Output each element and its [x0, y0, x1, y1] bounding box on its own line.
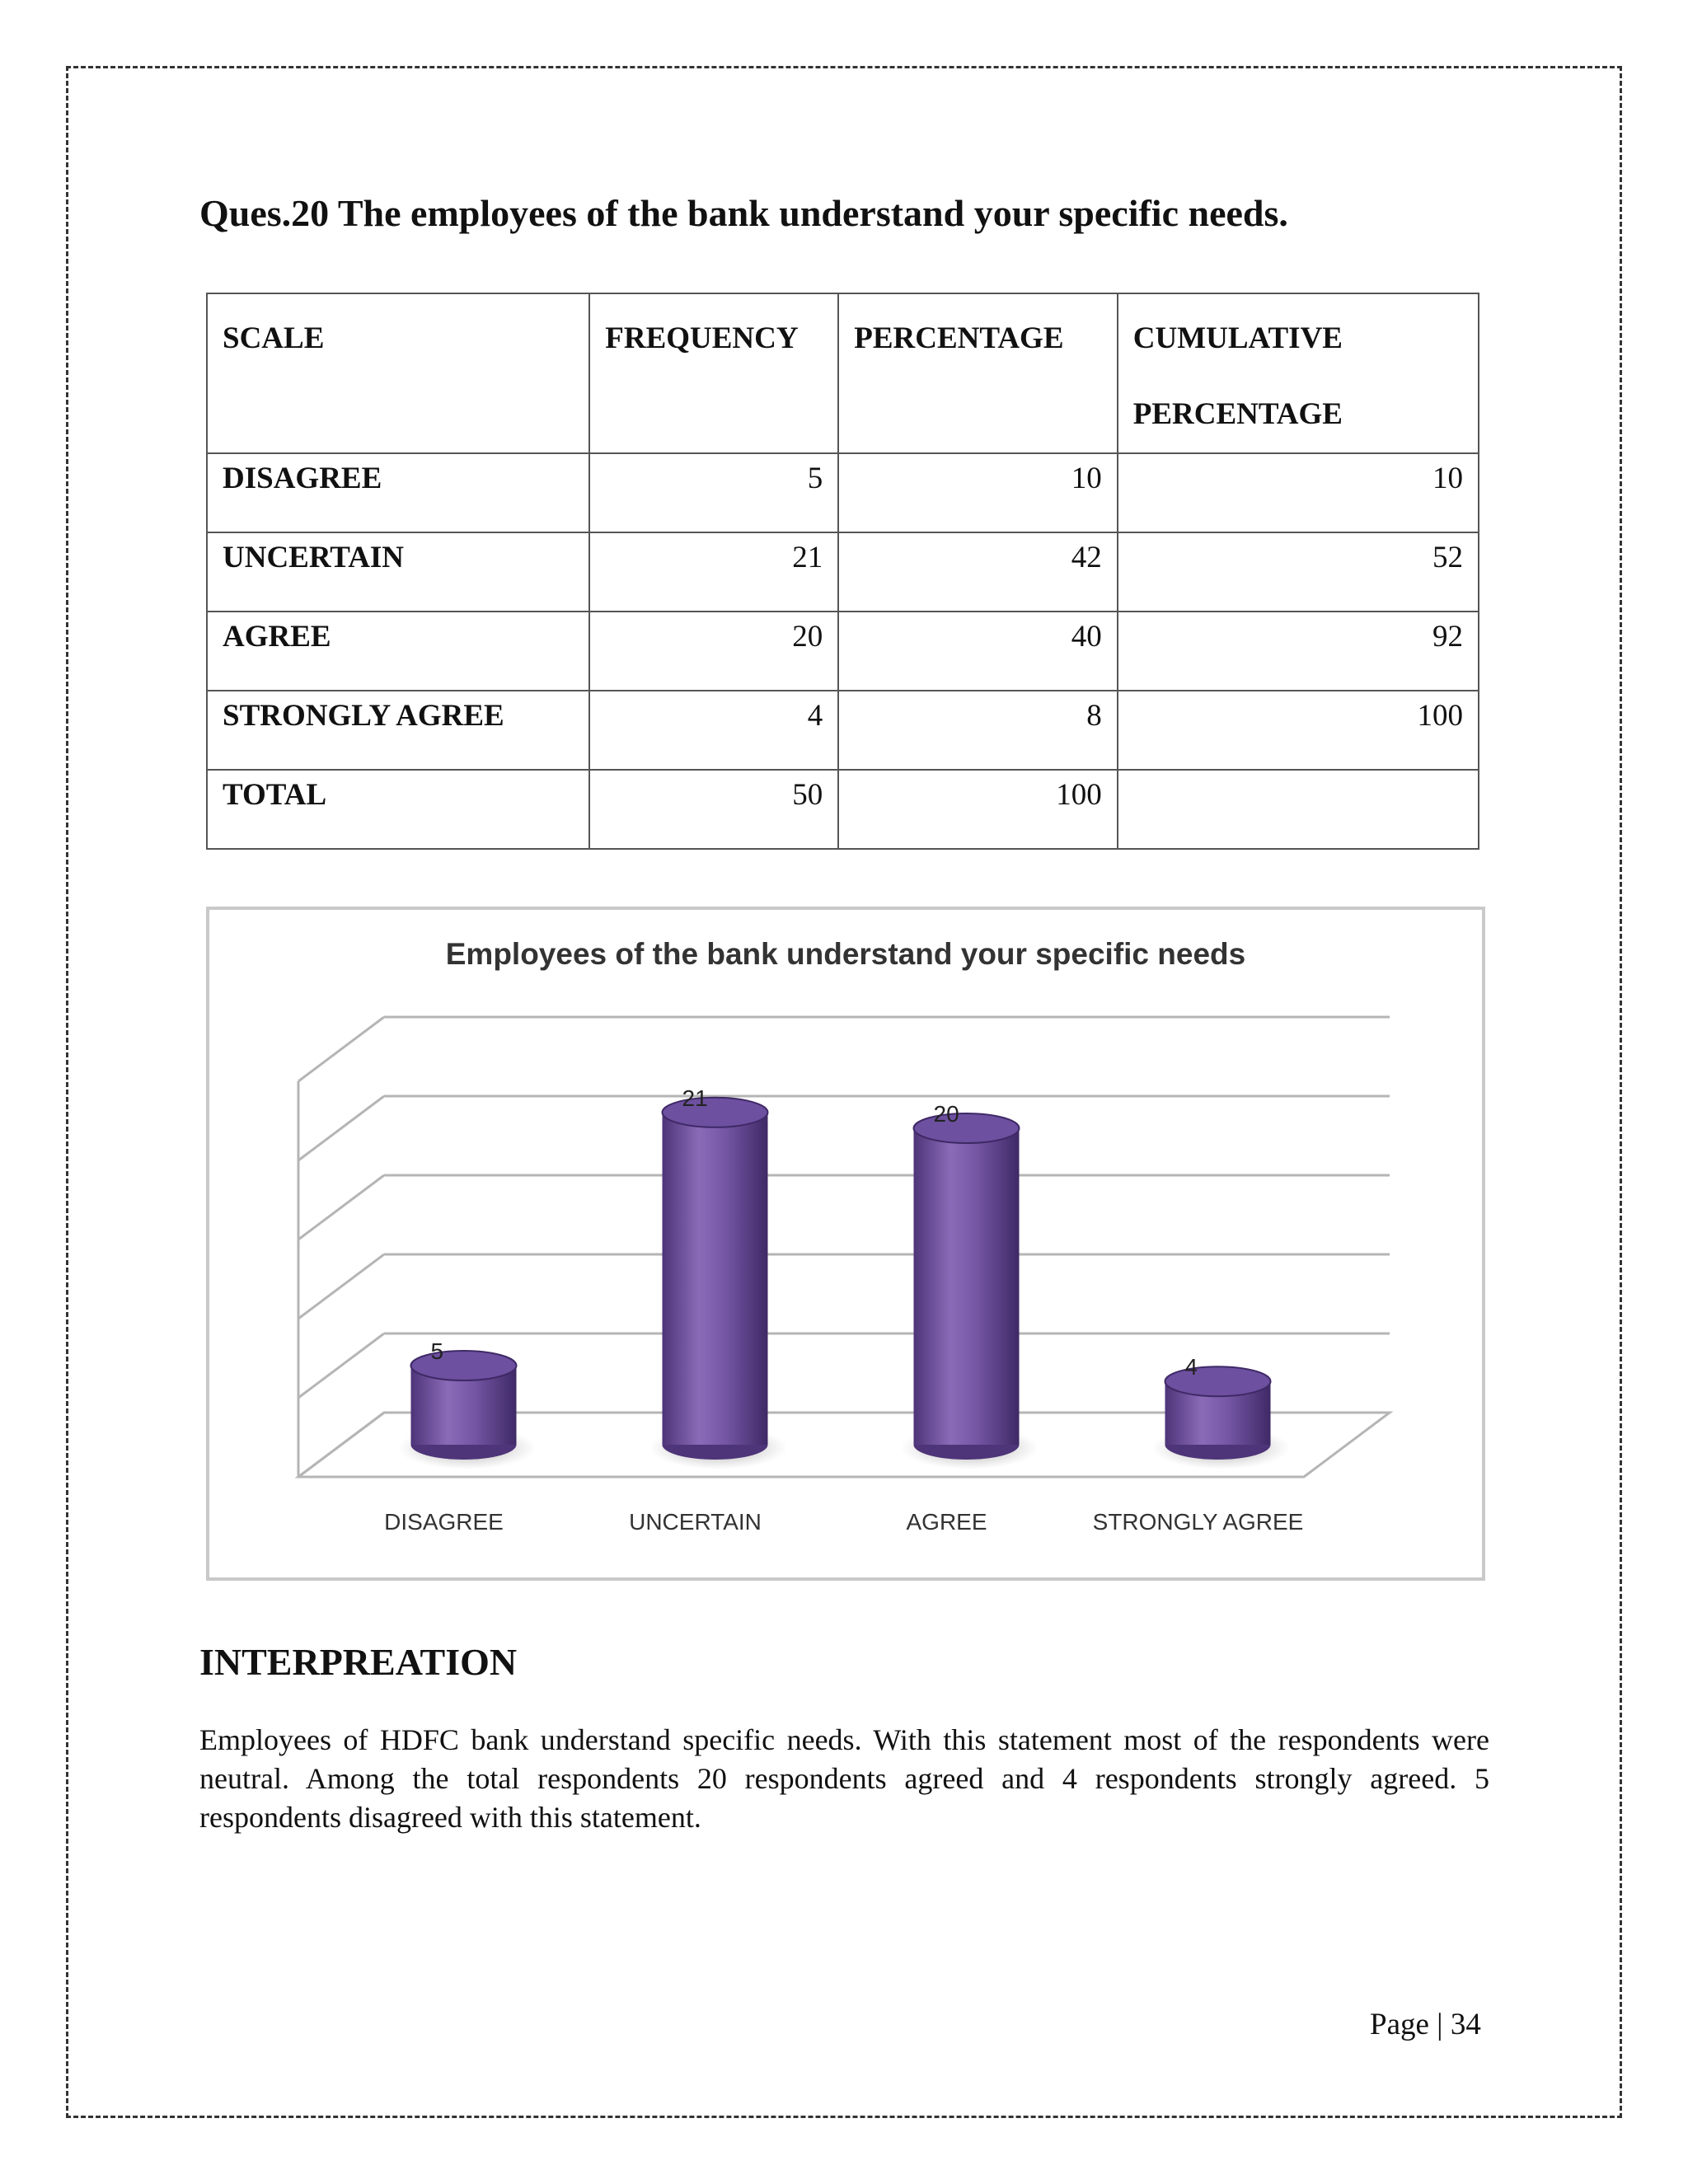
- cell-scale: DISAGREE: [207, 453, 589, 532]
- cell-percentage: 10: [838, 453, 1117, 532]
- cell-scale: STRONGLY AGREE: [207, 691, 589, 770]
- bar: [1152, 1354, 1291, 1469]
- cell-cumulative: 92: [1118, 612, 1479, 691]
- header-percentage: PERCENTAGE: [838, 293, 1117, 453]
- gridline: [298, 1254, 1390, 1319]
- bar-value-label: 5: [430, 1338, 444, 1364]
- category-label: UNCERTAIN: [629, 1509, 762, 1535]
- cell-frequency: 21: [589, 532, 838, 612]
- gridline: [298, 1096, 1390, 1160]
- bar: [901, 1101, 1039, 1469]
- cell-percentage: 42: [838, 532, 1117, 612]
- cell-cumulative: 52: [1118, 532, 1479, 612]
- cell-frequency: 4: [589, 691, 838, 770]
- table-row: [207, 612, 1479, 691]
- category-label: AGREE: [906, 1509, 987, 1535]
- bar-chart: [206, 907, 1485, 1581]
- table-row: [207, 532, 1479, 612]
- frequency-table: [206, 293, 1479, 850]
- bar-value-label: 21: [682, 1085, 708, 1111]
- cell-cumulative: 100: [1118, 691, 1479, 770]
- question-title: Ques.20 The employees of the bank understand your specific needs.: [199, 192, 1288, 234]
- interpretation-heading: INTERPREATION: [199, 1641, 518, 1683]
- bar-value-label: 4: [1184, 1354, 1198, 1380]
- cell-cumulative: 10: [1118, 453, 1479, 532]
- cell-scale: TOTAL: [207, 770, 589, 849]
- table-row-total: [207, 770, 1479, 849]
- bar: [649, 1085, 788, 1469]
- cell-scale: UNCERTAIN: [207, 532, 589, 612]
- table-header-row: [207, 293, 1479, 453]
- chart-title: Employees of the bank understand your specific needs: [445, 937, 1246, 971]
- cell-frequency: 20: [589, 612, 838, 691]
- table-row: [207, 691, 1479, 770]
- bar: [398, 1338, 537, 1469]
- cell-percentage: 100: [838, 770, 1117, 849]
- interpretation-text: Employees of HDFC bank understand specific needs. With this statement most of the respondents were neutral. Among the total respondents 20 respondents agreed and 4 respondents strongly agreed. 5 respondents disagreed with this statement.: [199, 1723, 1489, 1834]
- header-frequency: FREQUENCY: [589, 293, 838, 453]
- category-label: STRONGLY AGREE: [1092, 1509, 1304, 1535]
- header-cumulative-percentage: CUMULATIVE PERCENTAGE: [1118, 293, 1479, 453]
- chart-category-labels: [384, 1509, 1303, 1535]
- cell-percentage: 8: [838, 691, 1117, 770]
- cell-frequency: 5: [589, 453, 838, 532]
- gridline: [298, 1175, 1390, 1240]
- gridline: [298, 1017, 1390, 1081]
- cell-cumulative: [1118, 770, 1479, 849]
- header-scale: SCALE: [207, 293, 589, 453]
- bar-value-label: 20: [933, 1101, 959, 1127]
- table-row: [207, 453, 1479, 532]
- cell-frequency: 50: [589, 770, 838, 849]
- cell-scale: AGREE: [207, 612, 589, 691]
- chart-canvas: [209, 910, 1482, 1577]
- category-label: DISAGREE: [384, 1509, 504, 1535]
- page-number: Page | 34: [1370, 2008, 1481, 2041]
- cell-percentage: 40: [838, 612, 1117, 691]
